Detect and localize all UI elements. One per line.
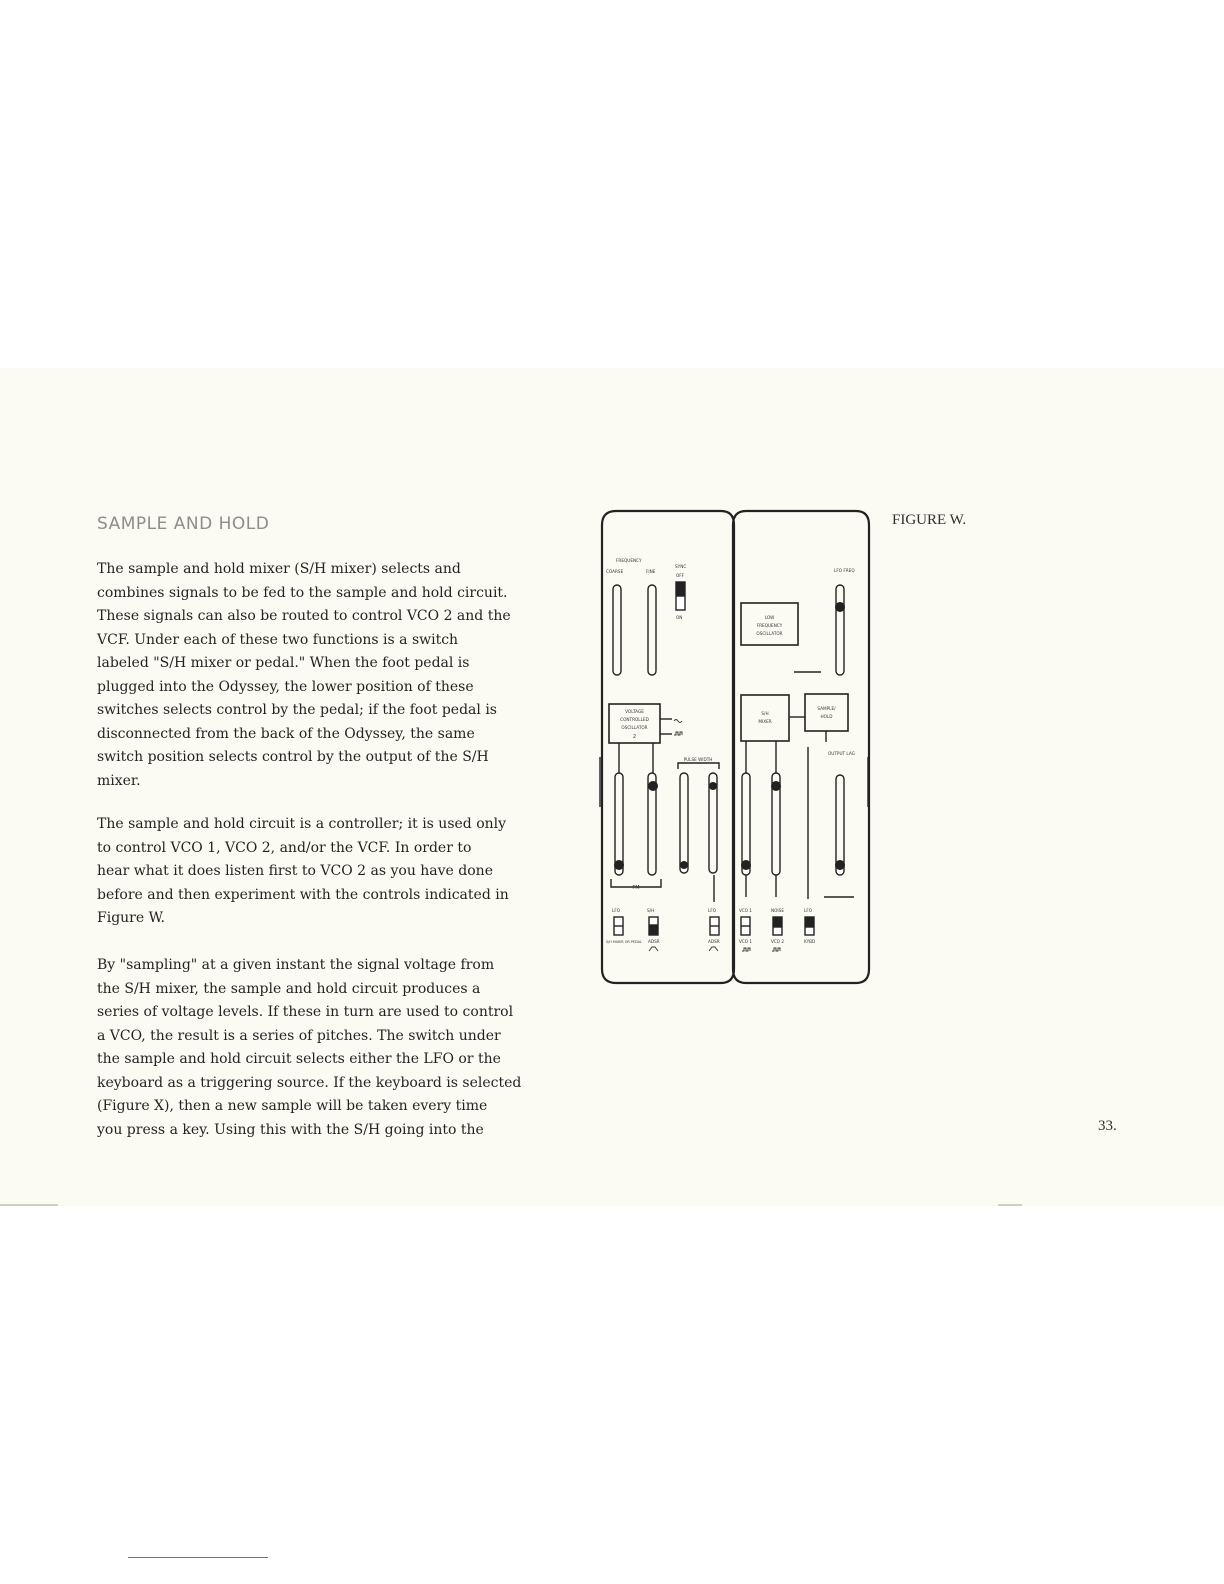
switch-bottom-vco1: VCO 1	[739, 939, 753, 944]
text-line: before and then experiment with the controls indicated in	[97, 886, 509, 903]
vco2-label-2: CONTROLLED	[620, 717, 649, 722]
sync-on-label: ON	[676, 615, 683, 620]
sync-off-label: OFF	[676, 573, 685, 578]
text-line: Figure W.	[97, 910, 165, 926]
text-line: labeled "S/H mixer or pedal." When the foot pedal is	[97, 655, 470, 671]
text-line: the S/H mixer, the sample and hold circuit produces a	[97, 980, 481, 997]
text-line: series of voltage levels. If these in turn are used to control	[97, 1004, 514, 1020]
text-line: disconnected from the back of the Odyssey, the same	[97, 725, 475, 742]
switch-top-lfo-2: LFO	[708, 908, 717, 913]
switch-top-vco1: VCO 1	[739, 908, 753, 913]
switch-top-lfo: LFO	[612, 908, 621, 913]
lfo-label-1: LOW	[764, 615, 775, 620]
coarse-label: COARSE	[606, 569, 624, 574]
sh-mixer-label-1: S/H	[761, 711, 769, 716]
edge-smudge-left	[0, 1204, 58, 1206]
text-line: (Figure X), then a new sample will be taken every time	[97, 1098, 488, 1114]
text-line: These signals can also be routed to control VCO 2 and the	[97, 608, 511, 624]
figure-w-panel-diagram	[596, 507, 881, 987]
text-line: a VCO, the result is a series of pitches. The switch under	[97, 1027, 501, 1044]
text-line: plugged into the Odyssey, the lower position of these	[97, 678, 474, 695]
pulse-width-label: PULSE WIDTH	[683, 757, 713, 762]
bottom-rule	[128, 1557, 268, 1558]
sample-hold-label-2: HOLD	[820, 714, 833, 719]
text-line: hear what it does listen first to VCO 2 as you have done	[97, 863, 493, 879]
section-title: SAMPLE AND HOLD	[97, 514, 270, 534]
text-line: switch position selects control by the output of the S/H	[97, 749, 489, 765]
page-number: 33.	[1098, 1118, 1117, 1134]
switch-bottom-kybd: KYBD	[804, 939, 816, 944]
vco2-label-1: VOLTAGE	[625, 709, 644, 714]
sample-hold-label-1: SAMPLE/	[817, 706, 836, 711]
sync-label: SYNC	[675, 564, 687, 569]
text-line: combines signals to be fed to the sample and hold circuit.	[97, 584, 508, 601]
text-line: the sample and hold circuit selects either the LFO or the	[97, 1051, 501, 1067]
lfo-label-3: OSCILLATOR	[756, 631, 783, 636]
fine-label: FINE	[646, 569, 656, 574]
output-lag-label: OUTPUT LAG	[828, 751, 855, 756]
text-line: The sample and hold mixer (S/H mixer) selects and	[97, 561, 461, 577]
switch-bottom-sh-mixer: S/H MIXER OR PEDAL	[606, 940, 642, 944]
lfo-label-2: FREQUENCY	[756, 623, 783, 628]
text-line: By "sampling" at a given instant the signal voltage from	[97, 957, 495, 973]
text-line: keyboard as a triggering source. If the keyboard is selected	[97, 1074, 522, 1091]
text-line: to control VCO 1, VCO 2, and/or the VCF. In order to	[97, 839, 472, 856]
sh-mixer-label-2: MIXER	[758, 719, 772, 724]
text-line: VCF. Under each of these two functions is a switch	[97, 631, 459, 648]
edge-smudge-right	[998, 1204, 1022, 1206]
switch-bottom-vco2: VCO 2	[771, 939, 785, 944]
text-line: switches selects control by the pedal; if the foot pedal is	[97, 702, 497, 718]
vco2-label-4: 2	[632, 734, 637, 740]
paragraph-sh-mixer	[97, 558, 567, 793]
fm-label: FM	[632, 885, 640, 891]
paragraph-sh-circuit	[97, 813, 567, 931]
switch-bottom-adsr-2: ADSR	[708, 939, 720, 944]
vco2-label-3: OSCILLATOR	[621, 725, 648, 730]
text-line: mixer.	[97, 772, 141, 789]
right-panel-outline	[733, 511, 869, 983]
figure-caption: FIGURE W.	[892, 512, 967, 528]
text-line: you press a key. Using this with the S/H going into the	[97, 1121, 484, 1138]
switch-top-sh: S/H	[647, 908, 655, 913]
switch-bottom-adsr: ADSR	[648, 939, 660, 944]
switch-top-noise: NOISE	[771, 908, 784, 913]
frequency-label: FREQUENCY	[616, 558, 642, 563]
switch-top-lfo-3: LFO	[804, 908, 813, 913]
text-line: The sample and hold circuit is a controller; it is used only	[97, 816, 507, 832]
paragraph-sampling	[97, 954, 567, 1142]
lfo-freq-label: LFO FREQ	[834, 568, 855, 573]
